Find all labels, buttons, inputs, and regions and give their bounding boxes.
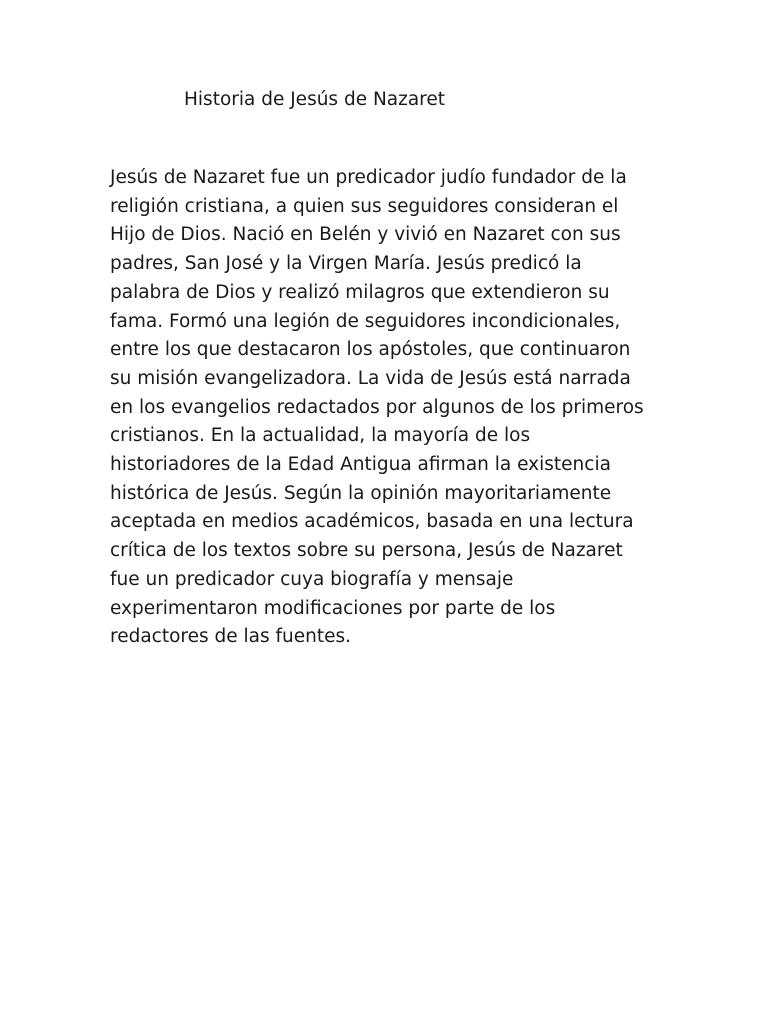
paragraph-line: fue un predicador cuya biografía y mensaje (110, 568, 514, 590)
paragraph-line: en los evangelios redactados por algunos de los primeros (110, 396, 644, 418)
paragraph-line: Jesús de Nazaret fue un predicador judío fundador de la (110, 167, 627, 188)
paragraph-line: histórica de Jesús. Según la opinión mayoritariamente (110, 482, 612, 504)
paragraph-line: aceptada en medios académicos, basada en una lectura (110, 511, 634, 533)
paragraph-line: entre los que destacaron los apóstoles, que continuaron (110, 339, 631, 361)
paragraph-line: cristianos. En la actualidad, la mayoría de los (110, 425, 531, 447)
paragraph-line: crítica de los textos sobre su persona, Jesús de Nazaret (110, 540, 623, 562)
paragraph-line: fama. Formó una legión de seguidores incondicionales, (110, 310, 621, 332)
paragraph-line: su misión evangelizadora. La vida de Jesús está narrada (110, 367, 631, 389)
paragraph-line: palabra de Dios y realizó milagros que extendieron su (110, 281, 610, 303)
paragraph-line: historiadores de la Edad Antigua afirman la existencia (110, 454, 611, 476)
paragraph-line: redactores de las fuentes. (110, 626, 352, 648)
paragraph-line: religión cristiana, a quien sus seguidores consideran el (110, 195, 619, 217)
document-paragraph (110, 164, 670, 652)
paragraph-line: experimentaron modificaciones por parte de los (110, 597, 556, 619)
paragraph-line: Hijo de Dios. Nació en Belén y vivió en Nazaret con sus (110, 224, 621, 246)
document-title: Historia de Jesús de Nazaret (184, 89, 446, 110)
paragraph-line: padres, San José y la Virgen María. Jesús predicó la (110, 253, 582, 275)
